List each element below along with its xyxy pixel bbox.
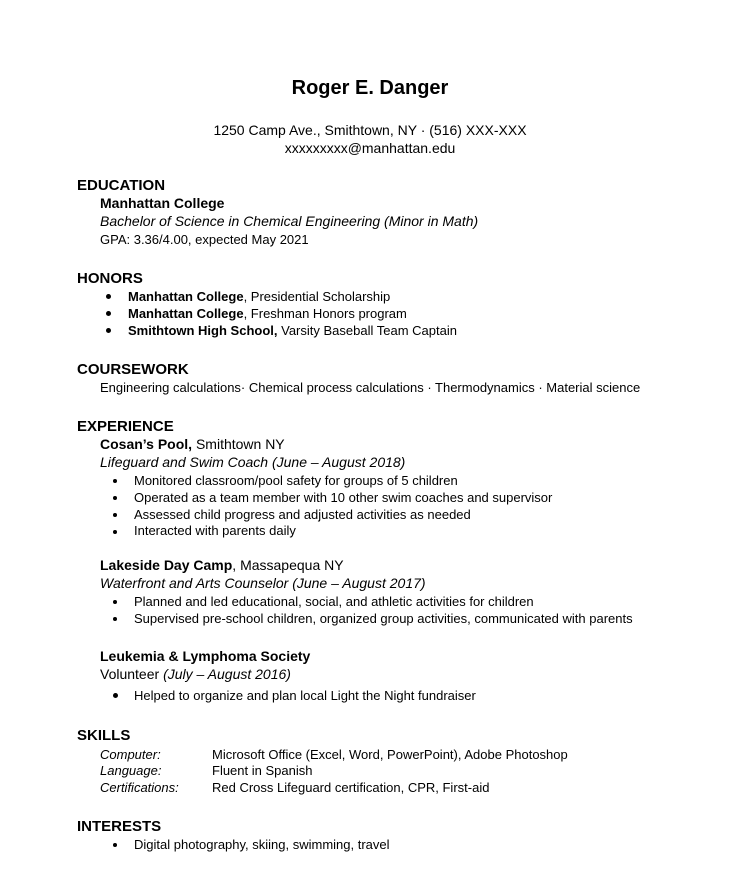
job-role: Waterfront and Arts Counselor (June – August 2017): [100, 575, 426, 591]
bullet-icon: [113, 843, 117, 847]
education-school: Manhattan College: [100, 195, 225, 211]
job-org: Leukemia & Lymphoma Society: [100, 648, 311, 664]
list-item: Monitored classroom/pool safety for groups of 5 children: [134, 473, 458, 488]
list-item: Manhattan College, Freshman Honors program: [128, 306, 407, 321]
coursework-heading: COURSEWORK: [77, 361, 189, 378]
resume-name: Roger E. Danger: [291, 77, 449, 99]
skill-label: Computer:: [100, 747, 161, 762]
bullet-icon: [113, 479, 117, 483]
honors-heading: HONORS: [77, 270, 143, 287]
bullet-icon: [113, 693, 118, 698]
bullet-icon: [113, 496, 117, 500]
bullet-icon: [113, 513, 117, 517]
bullet-icon: [106, 311, 111, 316]
list-item: Helped to organize and plan local Light the Night fundraiser: [134, 688, 476, 703]
skill-value: Red Cross Lifeguard certification, CPR, First-aid: [212, 780, 490, 795]
list-item: Supervised pre-school children, organized group activities, communicated with parents: [134, 611, 633, 626]
list-item: Manhattan College, Presidential Scholarship: [128, 289, 391, 304]
education-degree: Bachelor of Science in Chemical Engineering (Minor in Math): [100, 213, 479, 229]
contact-address: 1250 Camp Ave., Smithtown, NY · (516) XXX-XXX: [213, 122, 527, 138]
skills-heading: SKILLS: [77, 727, 131, 744]
bullet-icon: [106, 294, 111, 299]
skill-value: Fluent in Spanish: [212, 763, 313, 778]
job-role: Volunteer (July – August 2016): [100, 666, 291, 682]
bullet-icon: [113, 530, 117, 534]
skill-label: Language:: [100, 763, 162, 778]
bullet-icon: [106, 328, 111, 333]
list-item: Interacted with parents daily: [134, 523, 296, 538]
list-item: Operated as a team member with 10 other swim coaches and supervisor: [134, 490, 553, 505]
list-item: Smithtown High School, Varsity Baseball Team Captain: [128, 323, 457, 338]
bullet-icon: [113, 600, 117, 604]
job-role: Lifeguard and Swim Coach (June – August 2018): [100, 454, 406, 470]
contact-email: xxxxxxxxx@manhattan.edu: [284, 140, 456, 156]
job-org: Cosan’s Pool, Smithtown NY: [100, 436, 285, 452]
list-item: Planned and led educational, social, and athletic activities for children: [134, 594, 534, 609]
education-heading: EDUCATION: [77, 177, 166, 194]
bullet-icon: [113, 617, 117, 621]
skill-label: Certifications:: [100, 780, 179, 795]
interests-heading: INTERESTS: [77, 818, 162, 835]
education-gpa: GPA: 3.36/4.00, expected May 2021: [100, 232, 309, 247]
coursework-text: Engineering calculations· Chemical process calculations · Thermodynamics · Material science: [100, 380, 641, 395]
experience-heading: EXPERIENCE: [77, 418, 174, 435]
job-org: Lakeside Day Camp, Massapequa NY: [100, 557, 344, 573]
list-item: Digital photography, skiing, swimming, travel: [134, 837, 390, 852]
list-item: Assessed child progress and adjusted activities as needed: [134, 507, 471, 522]
skill-value: Microsoft Office (Excel, Word, PowerPoint), Adobe Photoshop: [212, 747, 568, 762]
